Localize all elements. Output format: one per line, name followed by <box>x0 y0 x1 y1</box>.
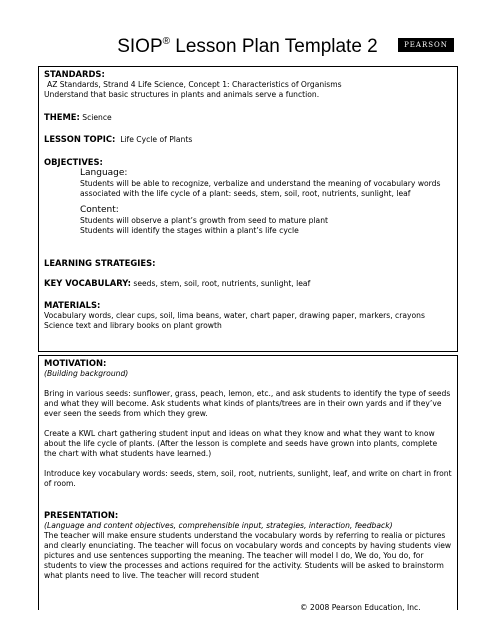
presentation-paragraph-1: The teacher will make ensure students understand the vocabulary words by referring to realia or pictures and clearly enunciating. The teacher will focus on vocabulary words and concepts by having students view pictures and use sentences supporting the meaning. The teacher will model I do, We do, You do, for students to view the processes and actions required for the activity. Students will be asked to brainstorm what plants need to live. The teacher will record student <box>44 531 452 580</box>
motivation-paragraph-2: Create a KWL chart gathering student input and ideas on what they know and what they want to know about the life cycle of plants. (After the lesson is complete and seeds have grown into plants, complete the chart with what students have learned.) <box>44 429 438 458</box>
presentation-subtitle: (Language and content objectives, comprehensible input, strategies, interaction, feedback) <box>44 521 393 530</box>
content-line-1: Students will observe a plant’s growth from seed to mature plant <box>80 216 328 225</box>
vocab-value: seeds, stem, soil, root, nutrients, sunlight, leaf <box>133 279 311 288</box>
title-main: SIOP <box>117 36 163 57</box>
registered-mark: ® <box>162 36 171 47</box>
topic-row <box>44 134 452 145</box>
content-line-2: Students will identify the stages within a plant’s life cycle <box>80 226 299 235</box>
topic-label: LESSON TOPIC: <box>44 134 116 144</box>
materials-line-1: Vocabulary words, clear cups, soil, lima beans, water, chart paper, drawing paper, markers, crayons <box>44 311 425 320</box>
vocab-label: KEY VOCABULARY: <box>44 278 131 288</box>
motivation-paragraph-1: Bring in various seeds: sunflower, grass, peach, lemon, etc., and ask students to identify the type of seeds and what they will become. Ask students what kinds of plants/trees are in their own yards and if they’ve ever seen the seeds from which they grew. <box>44 389 451 418</box>
motivation-heading: MOTIVATION: <box>44 358 107 368</box>
language-label: Language: <box>80 168 128 178</box>
strategies-heading: LEARNING STRATEGIES: <box>44 258 156 268</box>
theme-label: THEME: <box>44 112 80 122</box>
objectives-heading: OBJECTIVES: <box>44 157 103 167</box>
pearson-logo-label: PEARSON <box>404 41 448 49</box>
theme-value: Science <box>82 113 112 122</box>
standards-line-2: Understand that basic structures in plants and animals serve a function. <box>44 90 320 99</box>
presentation-heading: PRESENTATION: <box>44 510 119 520</box>
title-rest: Lesson Plan Template 2 <box>170 36 378 57</box>
standards-heading: STANDARDS: <box>44 69 105 79</box>
plan-box-top <box>38 66 458 352</box>
materials-heading: MATERIALS: <box>44 300 101 310</box>
motivation-subtitle: (Building background) <box>44 369 129 378</box>
materials-line-2: Science text and library books on plant growth <box>44 321 222 330</box>
theme-row <box>44 112 452 123</box>
copyright-footer: © 2008 Pearson Education, Inc. <box>300 603 421 612</box>
vocab-row <box>44 278 452 289</box>
motivation-paragraph-3: Introduce key vocabulary words: seeds, stem, soil, root, nutrients, sunlight, leaf, and write on chart in front of room. <box>44 469 452 488</box>
plan-box-bottom <box>38 355 458 610</box>
topic-value: Life Cycle of Plants <box>120 135 193 144</box>
standards-line-1: AZ Standards, Strand 4 Life Science, Concept 1: Characteristics of Organisms <box>47 80 342 89</box>
language-text: Students will be able to recognize, verbalize and understand the meaning of vocabulary words associated with the life cycle of a plant: seeds, stem, soil, root, nutrients, sunlight, leaf <box>80 179 441 198</box>
content-label: Content: <box>80 205 119 215</box>
pearson-logo <box>398 38 454 52</box>
